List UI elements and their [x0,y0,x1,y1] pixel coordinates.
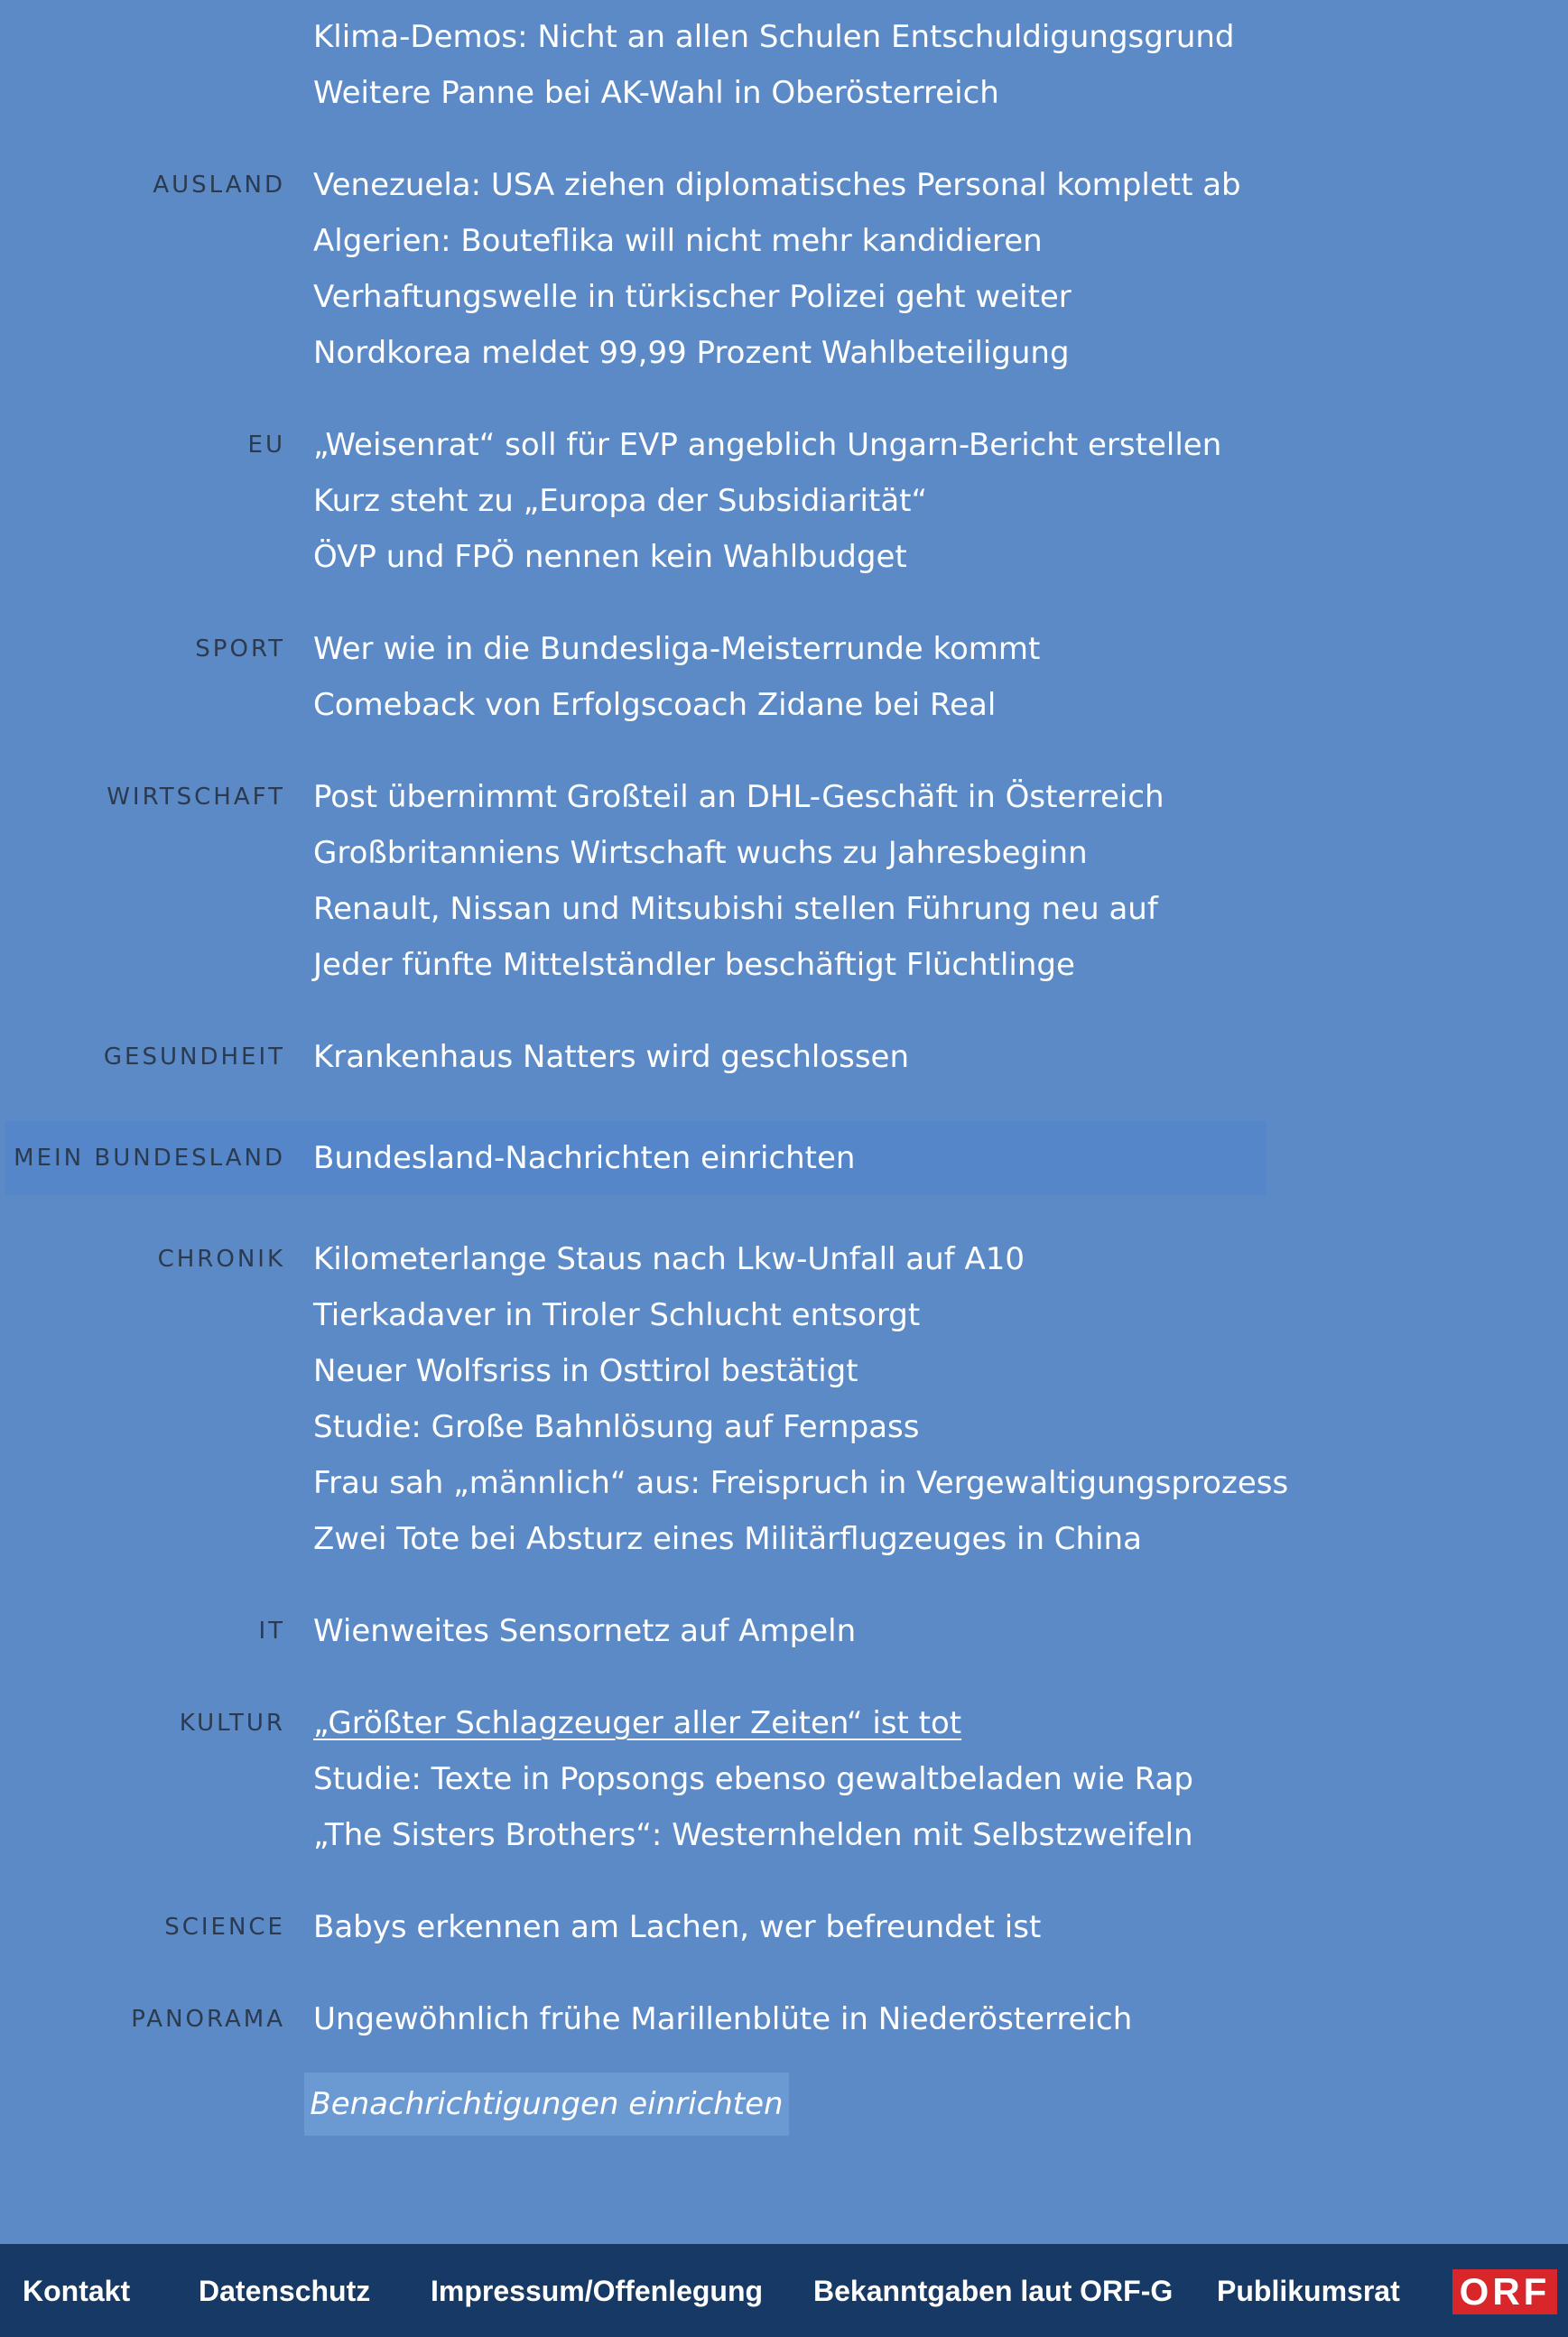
news-list [0,9,1289,2083]
footer-link-publikumsrat[interactable]: Publikumsrat [1217,2275,1400,2307]
section-label: PANORAMA [131,2006,285,2033]
headline-link[interactable]: Ungewöhnlich frühe Marillenblüte in Niederösterreich [313,2001,1133,2037]
section-label: MEIN BUNDESLAND [14,1145,285,1172]
headline-link[interactable]: Neuer Wolfsriss in Osttirol bestätigt [313,1353,858,1389]
headline-link[interactable]: Wienweites Sensornetz auf Ampeln [313,1613,857,1649]
section-label: EU [247,431,285,459]
headline-link[interactable]: Zwei Tote bei Absturz eines Militärflugzeuges in China [313,1521,1142,1557]
section-label: IT [258,1618,285,1645]
headline-link[interactable]: Comeback von Erfolgscoach Zidane bei Real [313,687,997,723]
news-section [0,1991,1266,2047]
headline-link[interactable]: „Weisenrat“ soll für EVP angeblich Ungarn-Bericht erstellen [313,427,1222,463]
footer-link-bekanntgaben[interactable]: Bekanntgaben laut ORF-G [813,2275,1174,2307]
headline-link[interactable]: Verhaftungswelle in türkischer Polizei geht weiter [313,279,1072,315]
section-label [0,9,285,121]
headline-link[interactable]: Bundesland-Nachrichten einrichten [313,1140,856,1176]
news-section [5,1121,1266,1195]
headline-link[interactable]: Venezuela: USA ziehen diplomatisches Personal komplett ab [313,167,1241,203]
news-section [0,1899,1266,1955]
headline-link[interactable]: Wer wie in die Bundesliga-Meisterrunde kommt [313,631,1041,667]
news-section [0,9,1266,121]
footer-link-impressum[interactable]: Impressum/Offenlegung [431,2275,764,2307]
headline-link[interactable]: Klima-Demos: Nicht an allen Schulen Entschuldigungsgrund [313,19,1235,55]
headline-link[interactable]: Kilometerlange Staus nach Lkw-Unfall auf A10 [313,1241,1025,1277]
headline-link[interactable]: ÖVP und FPÖ nennen kein Wahlbudget [313,539,907,575]
news-section [0,157,1266,381]
news-section [0,621,1266,733]
headline-link[interactable]: Post übernimmt Großteil an DHL-Geschäft in Österreich [313,779,1164,815]
section-label: GESUNDHEIT [103,1043,285,1071]
news-section [0,417,1266,585]
news-section [0,1695,1266,1863]
headline-list [313,1029,909,1085]
news-section [0,1603,1266,1659]
headline-list [313,157,1241,381]
headline-list [313,417,1221,585]
section-label: WIRTSCHAFT [107,784,285,811]
headline-link[interactable]: Babys erkennen am Lachen, wer befreundet ist [313,1909,1042,1945]
section-label: SPORT [195,635,285,663]
headline-link[interactable]: Großbritanniens Wirtschaft wuchs zu Jahresbeginn [313,835,1088,871]
headline-link[interactable]: Studie: Texte in Popsongs ebenso gewaltbeladen wie Rap [313,1761,1193,1797]
news-section [0,769,1266,993]
headline-link[interactable]: Nordkorea meldet 99,99 Prozent Wahlbeteiligung [313,335,1070,371]
headline-link[interactable]: Frau sah „männlich“ aus: Freispruch in Vergewaltigungsprozess [313,1465,1289,1501]
headline-link[interactable]: Studie: Große Bahnlösung auf Fernpass [313,1409,920,1445]
headline-link[interactable]: Kurz steht zu „Europa der Subsidiarität“ [313,483,928,519]
headline-list [313,1991,1132,2047]
footer-link-datenschutz[interactable]: Datenschutz [199,2275,371,2307]
section-label: KULTUR [179,1710,285,1737]
section-label: CHRONIK [157,1246,285,1273]
headline-list [313,621,1040,733]
headline-list [313,769,1164,993]
headline-link[interactable]: „The Sisters Brothers“: Westernhelden mit Selbstzweifeln [313,1817,1193,1853]
section-label: AUSLAND [153,172,285,199]
news-section [0,1029,1266,1085]
headline-list [313,1899,1041,1955]
headline-link[interactable]: Jeder fünfte Mittelständler beschäftigt Flüchtlinge [313,947,1075,983]
headline-link[interactable]: Renault, Nissan und Mitsubishi stellen Führung neu auf [313,891,1158,927]
headline-link[interactable]: Tierkadaver in Tiroler Schlucht entsorgt [313,1297,921,1333]
headline-list [313,1603,856,1659]
headline-list [313,1130,855,1186]
headline-list [313,1231,1288,1567]
footer [0,2244,1568,2337]
section-label: SCIENCE [164,1914,285,1941]
headline-link[interactable]: Krankenhaus Natters wird geschlossen [313,1039,910,1075]
headline-list [313,9,1235,121]
notifications-button[interactable]: Benachrichtigungen einrichten [304,2073,789,2136]
news-section [0,1231,1289,1567]
headline-list [313,1695,1193,1863]
headline-link[interactable]: Algerien: Bouteflika will nicht mehr kandidieren [313,223,1043,259]
headline-link[interactable]: Weitere Panne bei AK-Wahl in Oberösterreich [313,75,999,111]
headline-link[interactable]: „Größter Schlagzeuger aller Zeiten“ ist tot [313,1705,962,1741]
footer-link-kontakt[interactable]: Kontakt [23,2275,131,2307]
orf-logo-icon[interactable]: ORF [1452,2269,1557,2314]
